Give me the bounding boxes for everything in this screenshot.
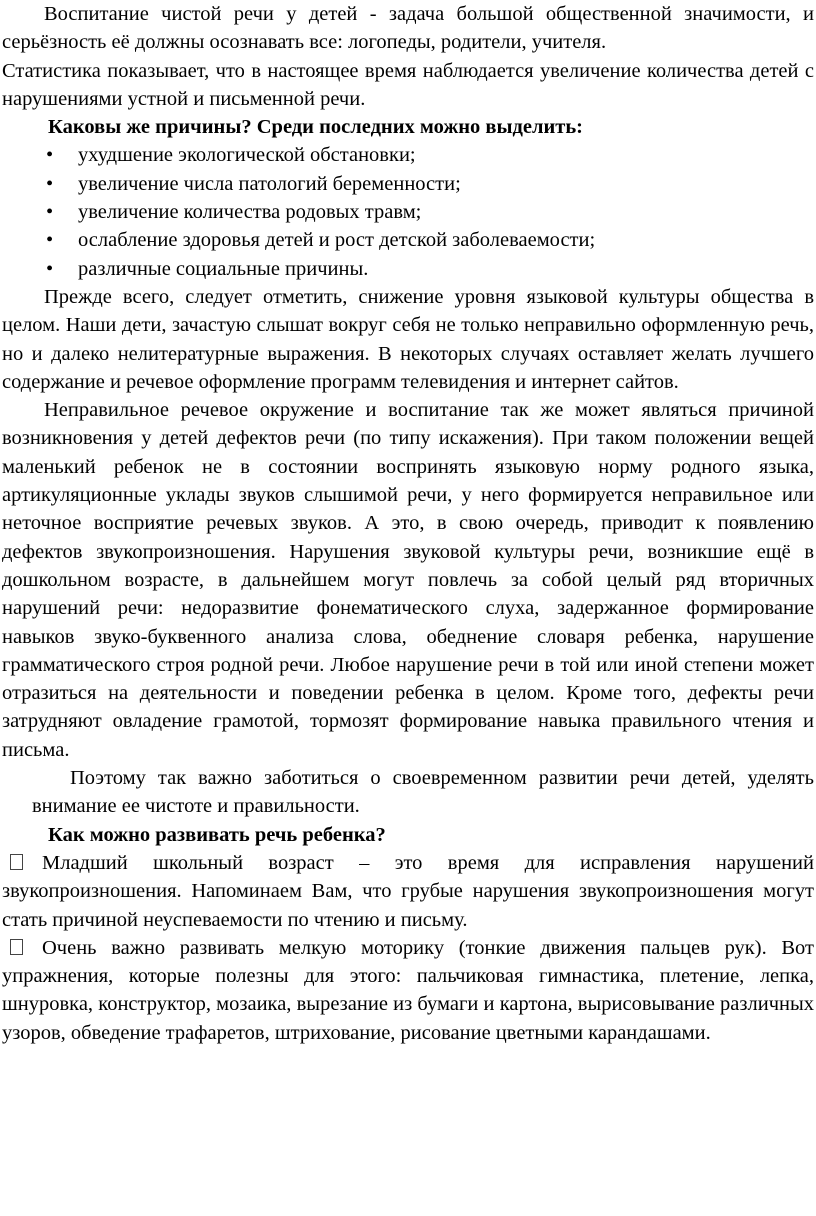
list-item: • увеличение числа патологий беременности; [2, 170, 814, 198]
document-page [2, 0, 814, 1047]
list-item: • различные социальные причины. [2, 255, 814, 283]
list-item: • ослабление здоровья детей и рост детской заболеваемости; [2, 226, 814, 254]
culture-paragraph: Прежде всего, следует отметить, снижение уровня языковой культуры общества в целом. Наши дети, зачастую слышат вокруг себя не только неправильно оформленную речь, но и далеко нелитературные выражения. В некоторых случаях оставляет желать лучшего содержание и речевое оформление программ телевидения и интернет сайтов. [2, 285, 814, 393]
list-item: • ухудшение экологической обстановки; [2, 141, 814, 169]
causes-list [2, 141, 814, 282]
statistics-paragraph: Статистика показывает, что в настоящее время наблюдается увеличение количества детей с нарушениями устной и письменной речи. [2, 59, 814, 110]
list-item: • увеличение количества родовых травм; [2, 198, 814, 226]
bullet-icon: • [46, 229, 54, 252]
missing-glyph-icon [2, 934, 42, 962]
intro-paragraph: Воспитание чистой речи у детей - задача большой общественной значимости, и серьёзность её должны осознавать все: логопеды, родители, учителя. [2, 3, 814, 54]
tip-paragraph-1: Младший школьный возраст – это время для исправления нарушений звукопроизношения. Напоминаем Вам, что грубые нарушения звукопроизношения могут стать причиной неуспеваемости по чтению и письму. [2, 849, 814, 934]
environment-paragraph: Неправильное речевое окружение и воспитание так же может являться причиной возникновения у детей дефектов речи (по типу искажения). При таком положении вещей маленький ребенок не в состоянии воспринять языковую норму родного языка, артикуляционные уклады звуков слышимой речи, у него формируется неправильное или неточное восприятие речевых звуков. А это, в свою очередь, приводит к появлению дефектов звукопроизношения. Нарушения звуковой культуры речи, возникшие ещё в дошкольном возрасте, в дальнейшем могут повлечь за собой целый ряд вторичных нарушений речи: недоразвитие фонематического слуха, задержанное формирование навыков звуко-буквенного анализа слова, обеднение словаря ребенка, нарушение грамматического строя родной речи. Любое нарушение речи в той или иной степени может отразиться на деятельности и поведении ребенка в целом. Кроме того, дефекты речи затрудняют овладение грамотой, тормозят формирование навыка правильного чтения и письма. [2, 399, 814, 761]
bullet-icon: • [46, 201, 54, 224]
tip-paragraph-2: Очень важно развивать мелкую моторику (тонкие движения пальцев рук). Вот упражнения, которые полезны для этого: пальчиковая гимнастика, плетение, лепка, шнуровка, конструктор, мозаика, вырезание из бумаги и картона, вырисовывание различных узоров, обведение трафаретов, штрихование, рисование цветными карандашами. [2, 934, 814, 1047]
causes-heading: Каковы же причины? Среди последних можно выделить: [48, 116, 584, 139]
conclusion-paragraph: Поэтому так важно заботиться о своевременном развитии речи детей, уделять внимание ее чистоте и правильности. [32, 767, 814, 818]
missing-glyph-icon [2, 849, 42, 877]
bullet-icon: • [46, 144, 54, 167]
bullet-icon: • [46, 257, 54, 280]
bullet-icon: • [46, 172, 54, 195]
howto-heading: Как можно развивать речь ребенка? [48, 823, 386, 846]
